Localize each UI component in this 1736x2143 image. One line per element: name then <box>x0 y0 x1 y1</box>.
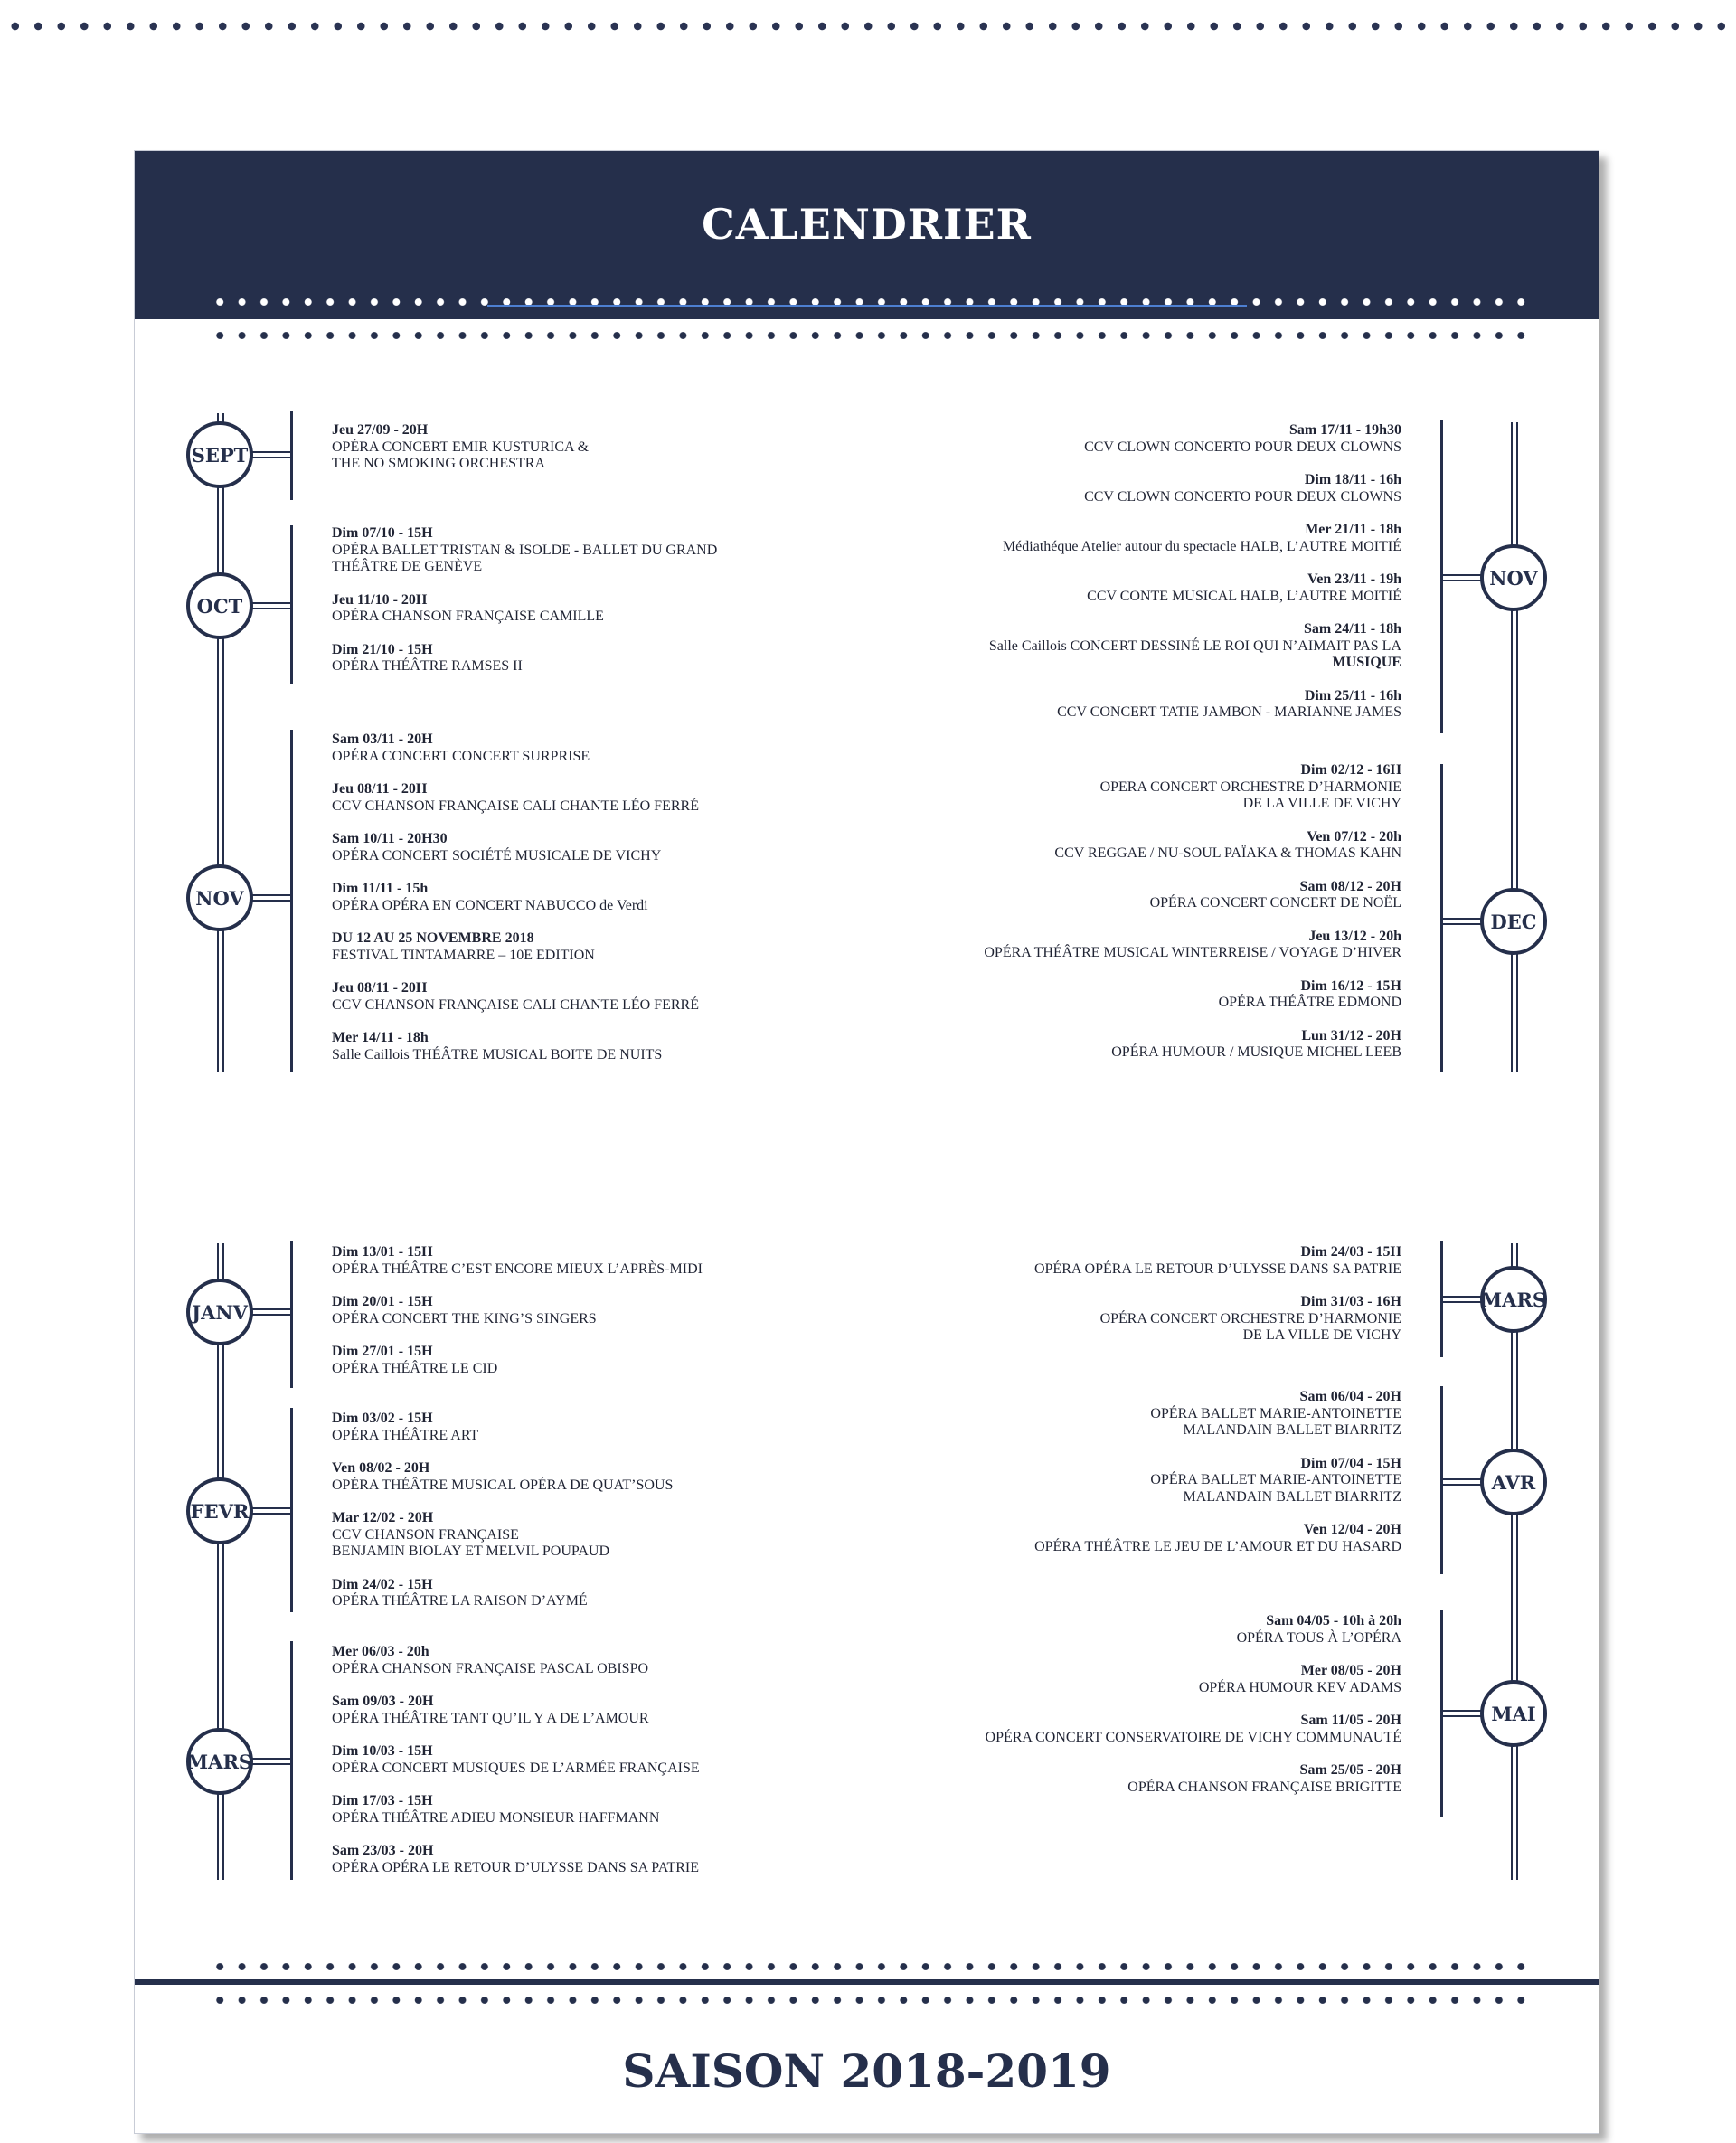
event-item <box>332 781 699 815</box>
event-item <box>986 1762 1401 1796</box>
event-date: Dim 27/01 - 15H <box>332 1344 433 1359</box>
events-mars-left <box>332 1644 700 1893</box>
event-item <box>984 929 1401 962</box>
janv-connector <box>250 1308 292 1316</box>
header-band <box>135 151 1599 319</box>
event-item <box>332 831 699 864</box>
event-date: Ven 08/02 - 20H <box>332 1460 430 1476</box>
event-item <box>332 525 717 576</box>
event-date: Dim 21/10 - 15H <box>332 641 433 657</box>
event-item <box>332 1694 700 1727</box>
event-date: Dim 17/03 - 15H <box>332 1793 433 1808</box>
avr-connector <box>1440 1478 1482 1486</box>
month-badge-janv: JANV <box>186 1279 253 1345</box>
event-item <box>1034 1522 1401 1555</box>
event-item <box>1034 1244 1401 1278</box>
event-title: OPÉRA THÉÂTRE RAMSES II <box>332 658 523 674</box>
events-nov-left <box>332 732 699 1080</box>
event-item <box>332 1793 700 1827</box>
event-date: Dim 24/02 - 15H <box>332 1576 433 1592</box>
event-item <box>332 1030 699 1063</box>
event-item <box>989 621 1401 672</box>
month-badge-mars-right: MARS <box>1480 1266 1547 1333</box>
event-date: Dim 07/04 - 15H <box>1300 1455 1401 1471</box>
event-date: Mer 14/11 - 18h <box>332 1030 429 1045</box>
footer-dot-row-bottom <box>209 1994 1529 2006</box>
event-item <box>989 522 1401 555</box>
events-sept <box>332 422 589 489</box>
event-title: OPÉRA CONCERT CONCERT SURPRISE <box>332 748 590 764</box>
event-item <box>332 1411 673 1444</box>
event-item <box>332 1644 700 1677</box>
month-badge-avr: AVR <box>1480 1449 1547 1515</box>
nov-left-connector <box>250 894 292 902</box>
event-item <box>989 571 1401 605</box>
event-date: Dim 10/03 - 15H <box>332 1743 433 1759</box>
dec-connector <box>1440 918 1482 925</box>
event-title: BENJAMIN BIOLAY ET MELVIL POUPAUD <box>332 1544 609 1559</box>
event-item <box>332 1510 673 1561</box>
event-date: Dim 24/03 - 15H <box>1300 1244 1401 1260</box>
month-badge-nov-left: NOV <box>186 864 253 931</box>
event-date: Jeu 27/09 - 20H <box>332 422 429 438</box>
event-date: Dim 11/11 - 15h <box>332 881 429 896</box>
event-date: Jeu 13/12 - 20h <box>1308 928 1401 944</box>
event-title: DE LA VILLE DE VICHY <box>1242 1327 1401 1343</box>
event-date: Mer 06/03 - 20h <box>332 1644 429 1659</box>
events-oct <box>332 525 717 692</box>
event-title: Salle Caillois THÉÂTRE MUSICAL BOITE DE NUITS <box>332 1046 663 1062</box>
month-badge-mars-left: MARS <box>186 1728 253 1795</box>
mars-right-connector <box>1440 1296 1482 1303</box>
event-date: Lun 31/12 - 20H <box>1301 1027 1401 1043</box>
event-title: CCV CLOWN CONCERTO POUR DEUX CLOWNS <box>1084 439 1401 455</box>
event-title: OPÉRA CONCERT SOCIÉTÉ MUSICALE DE VICHY <box>332 847 662 864</box>
event-date: Dim 03/02 - 15H <box>332 1411 433 1426</box>
event-item <box>332 881 699 914</box>
event-title: CCV CHANSON FRANÇAISE CALI CHANTE LÉO FERRÉ <box>332 798 699 814</box>
mars-left-connector <box>250 1758 292 1765</box>
event-date: Mer 08/05 - 20H <box>1300 1663 1401 1678</box>
event-date: Dim 07/10 - 15H <box>332 525 433 541</box>
event-date: Ven 12/04 - 20H <box>1303 1522 1401 1537</box>
event-date: Dim 02/12 - 16H <box>1300 762 1401 778</box>
event-title: OPÉRA HUMOUR / MUSIQUE MICHEL LEEB <box>1111 1044 1401 1060</box>
events-avr <box>1034 1389 1401 1572</box>
event-item <box>1034 1294 1401 1345</box>
event-title: MALANDAIN BALLET BIARRITZ <box>1183 1422 1401 1438</box>
event-title: OPÉRA BALLET TRISTAN & ISOLDE - BALLET DU GRAND <box>332 542 718 558</box>
event-title: THÉÂTRE DE GENÈVE <box>332 559 483 574</box>
event-title: OPÉRA THÉÂTRE C’EST ENCORE MIEUX L’APRÈS-MIDI <box>332 1260 703 1277</box>
event-title: OPÉRA THÉÂTRE MUSICAL OPÉRA DE QUAT’SOUS <box>332 1477 674 1493</box>
events-mai <box>986 1613 1401 1812</box>
footer-rule <box>135 1979 1599 1985</box>
event-date: Ven 07/12 - 20h <box>1307 828 1401 845</box>
event-item <box>332 1843 700 1876</box>
event-date: Mer 21/11 - 18h <box>1305 522 1401 537</box>
event-title: OPÉRA THÉÂTRE EDMOND <box>1218 995 1401 1010</box>
event-item <box>332 1743 700 1777</box>
event-date: Jeu 08/11 - 20H <box>332 781 428 797</box>
event-item <box>984 978 1401 1012</box>
event-date: Sam 04/05 - 10h à 20h <box>1266 1613 1401 1628</box>
event-title: THE NO SMOKING ORCHESTRA <box>332 456 546 471</box>
event-title: OPÉRA CONCERT THE KING’S SINGERS <box>332 1310 597 1326</box>
event-date: DU 12 AU 25 NOVEMBRE 2018 <box>332 930 534 946</box>
event-date: Sam 24/11 - 18h <box>1303 621 1401 637</box>
header-under-dot-row <box>209 329 1529 342</box>
event-item <box>984 762 1401 813</box>
event-title: OPÉRA CONCERT MUSIQUES DE L’ARMÉE FRANÇAISE <box>332 1760 700 1776</box>
event-date: Sam 11/05 - 20H <box>1300 1713 1401 1728</box>
timeline-right-bottom-line <box>1511 1243 1518 1880</box>
event-title: CCV CONCERT TATIE JAMBON - MARIANNE JAMES <box>1057 704 1401 720</box>
event-title: Médiathéque Atelier autour du spectacle HALB, L’AUTRE MOITIÉ <box>1002 538 1401 554</box>
event-title: OPÉRA CHANSON FRANÇAISE BRIGITTE <box>1127 1779 1401 1795</box>
event-title: OPÉRA THÉÂTRE MUSICAL WINTERREISE / VOYAGE D’HIVER <box>984 945 1401 960</box>
events-fevr <box>332 1411 673 1627</box>
event-item <box>332 592 717 626</box>
event-date: Ven 23/11 - 19h <box>1307 571 1401 587</box>
sept-connector <box>250 451 292 458</box>
event-date: Jeu 08/11 - 20H <box>332 980 428 996</box>
event-date: Sam 25/05 - 20H <box>1299 1762 1401 1778</box>
event-date: Sam 10/11 - 20H30 <box>332 831 448 846</box>
events-nov-right <box>989 422 1401 738</box>
fevr-connector <box>250 1507 292 1515</box>
event-item <box>332 1344 703 1377</box>
oct-connector <box>250 602 292 609</box>
event-title: OPÉRA OPÉRA LE RETOUR D’ULYSSE DANS SA PATRIE <box>1033 1260 1401 1277</box>
event-date: Dim 31/03 - 16H <box>1300 1294 1401 1309</box>
timeline-right-top-line <box>1511 422 1518 1072</box>
event-item <box>332 930 699 964</box>
nov-right-connector <box>1440 574 1482 581</box>
month-badge-fevr: FEVR <box>186 1477 253 1544</box>
event-item <box>332 1460 673 1494</box>
event-item <box>986 1663 1401 1696</box>
event-item <box>984 1028 1401 1062</box>
events-mars-right <box>1034 1244 1401 1361</box>
event-title: OPÉRA THÉÂTRE ART <box>332 1427 479 1443</box>
event-title: OPERA CONCERT ORCHESTRE D’HARMONIE <box>1099 779 1401 795</box>
event-title: CCV CONTE MUSICAL HALB, L’AUTRE MOITIÉ <box>1087 588 1401 604</box>
event-item <box>986 1713 1401 1746</box>
mai-connector <box>1440 1710 1482 1717</box>
event-item <box>332 642 717 675</box>
event-date: Sam 03/11 - 20H <box>332 732 433 747</box>
event-title: FESTIVAL TINTAMARRE – 10E EDITION <box>332 947 595 963</box>
event-title: MALANDAIN BALLET BIARRITZ <box>1183 1488 1401 1505</box>
timeline-left-top-line <box>217 413 224 1072</box>
month-badge-nov-right: NOV <box>1480 544 1547 611</box>
event-item <box>332 732 699 765</box>
event-title: OPÉRA TOUS À L’OPÉRA <box>1236 1629 1401 1646</box>
event-item <box>332 1577 673 1610</box>
event-item <box>989 422 1401 456</box>
event-item <box>332 422 589 473</box>
event-date: Jeu 11/10 - 20H <box>332 591 428 608</box>
event-title: OPÉRA THÉÂTRE TANT QU’IL Y A DE L’AMOUR <box>332 1710 649 1726</box>
event-date: Dim 20/01 - 15H <box>332 1294 433 1309</box>
event-title: OPÉRA CONCERT EMIR KUSTURICA & <box>332 439 590 455</box>
event-title: OPÉRA CONCERT CONCERT DE NOËL <box>1149 895 1401 911</box>
event-title-bold: MUSIQUE <box>1332 655 1401 670</box>
month-badge-sept: SEPT <box>186 421 253 488</box>
event-title: CCV CHANSON FRANÇAISE <box>332 1526 519 1543</box>
event-title: OPÉRA BALLET MARIE-ANTOINETTE <box>1150 1405 1401 1421</box>
event-date: Sam 23/03 - 20H <box>332 1843 434 1858</box>
event-title: OPÉRA CHANSON FRANÇAISE CAMILLE <box>332 609 604 624</box>
event-item <box>1034 1389 1401 1440</box>
footer-dot-row-top <box>209 1960 1529 1973</box>
events-dec <box>984 762 1401 1078</box>
events-janv <box>332 1244 703 1393</box>
event-title: CCV REGGAE / NU-SOUL PAÏAKA & THOMAS KAHN <box>1054 845 1401 861</box>
event-item <box>986 1613 1401 1647</box>
calendar-card <box>134 150 1599 2134</box>
month-badge-mai: MAI <box>1480 1680 1547 1747</box>
event-title: OPÉRA THÉÂTRE LE JEU DE L’AMOUR ET DU HASARD <box>1034 1538 1401 1554</box>
event-title: OPÉRA BALLET MARIE-ANTOINETTE <box>1150 1472 1401 1487</box>
event-title: OPÉRA THÉÂTRE LA RAISON D’AYMÉ <box>332 1593 588 1609</box>
page-title: CALENDRIER <box>702 200 1032 249</box>
event-date: Mar 12/02 - 20H <box>332 1510 434 1525</box>
event-item <box>984 829 1401 863</box>
event-title: Salle Caillois CONCERT DESSINÉ LE ROI QUI N’AIMAIT PAS LA <box>988 637 1401 654</box>
month-badge-oct: OCT <box>186 572 253 639</box>
event-title: CCV CHANSON FRANÇAISE CALI CHANTE LÉO FERRÉ <box>332 996 699 1013</box>
event-title: OPÉRA OPÉRA LE RETOUR D’ULYSSE DANS SA PATRIE <box>332 1859 700 1875</box>
event-item <box>989 688 1401 722</box>
top-dot-border <box>0 18 1736 34</box>
event-title: OPÉRA CONCERT CONSERVATOIRE DE VICHY COMMUNAUTÉ <box>985 1729 1401 1745</box>
event-title: OPÉRA OPÉRA EN CONCERT NABUCCO de Verdi <box>332 897 648 913</box>
season-title: SAISON 2018-2019 <box>622 2044 1111 2098</box>
event-title: CCV CLOWN CONCERTO POUR DEUX CLOWNS <box>1084 488 1401 505</box>
event-title: OPÉRA HUMOUR KEV ADAMS <box>1198 1679 1401 1695</box>
event-date: Sam 08/12 - 20H <box>1299 878 1401 894</box>
event-date: Dim 18/11 - 16h <box>1304 472 1401 487</box>
event-item <box>332 1294 703 1327</box>
event-item <box>984 879 1401 912</box>
event-date: Sam 06/04 - 20H <box>1299 1389 1401 1404</box>
event-item <box>1034 1456 1401 1506</box>
event-date: Dim 25/11 - 16h <box>1304 687 1401 703</box>
event-title: OPÉRA THÉÂTRE ADIEU MONSIEUR HAFFMANN <box>332 1809 660 1826</box>
event-date: Sam 17/11 - 19h30 <box>1288 422 1401 438</box>
event-item <box>332 980 699 1014</box>
event-date: Dim 13/01 - 15H <box>332 1244 433 1260</box>
event-title: DE LA VILLE DE VICHY <box>1242 796 1401 811</box>
event-item <box>332 1244 703 1278</box>
header-blue-rule <box>487 305 1247 307</box>
event-item <box>989 472 1401 505</box>
event-date: Sam 09/03 - 20H <box>332 1694 434 1709</box>
event-date: Dim 16/12 - 15H <box>1300 977 1401 994</box>
event-title: OPÉRA THÉÂTRE LE CID <box>332 1360 498 1376</box>
month-badge-dec: DEC <box>1480 888 1547 955</box>
event-title: OPÉRA CONCERT ORCHESTRE D’HARMONIE <box>1099 1310 1401 1326</box>
event-title: OPÉRA CHANSON FRANÇAISE PASCAL OBISPO <box>332 1660 649 1676</box>
